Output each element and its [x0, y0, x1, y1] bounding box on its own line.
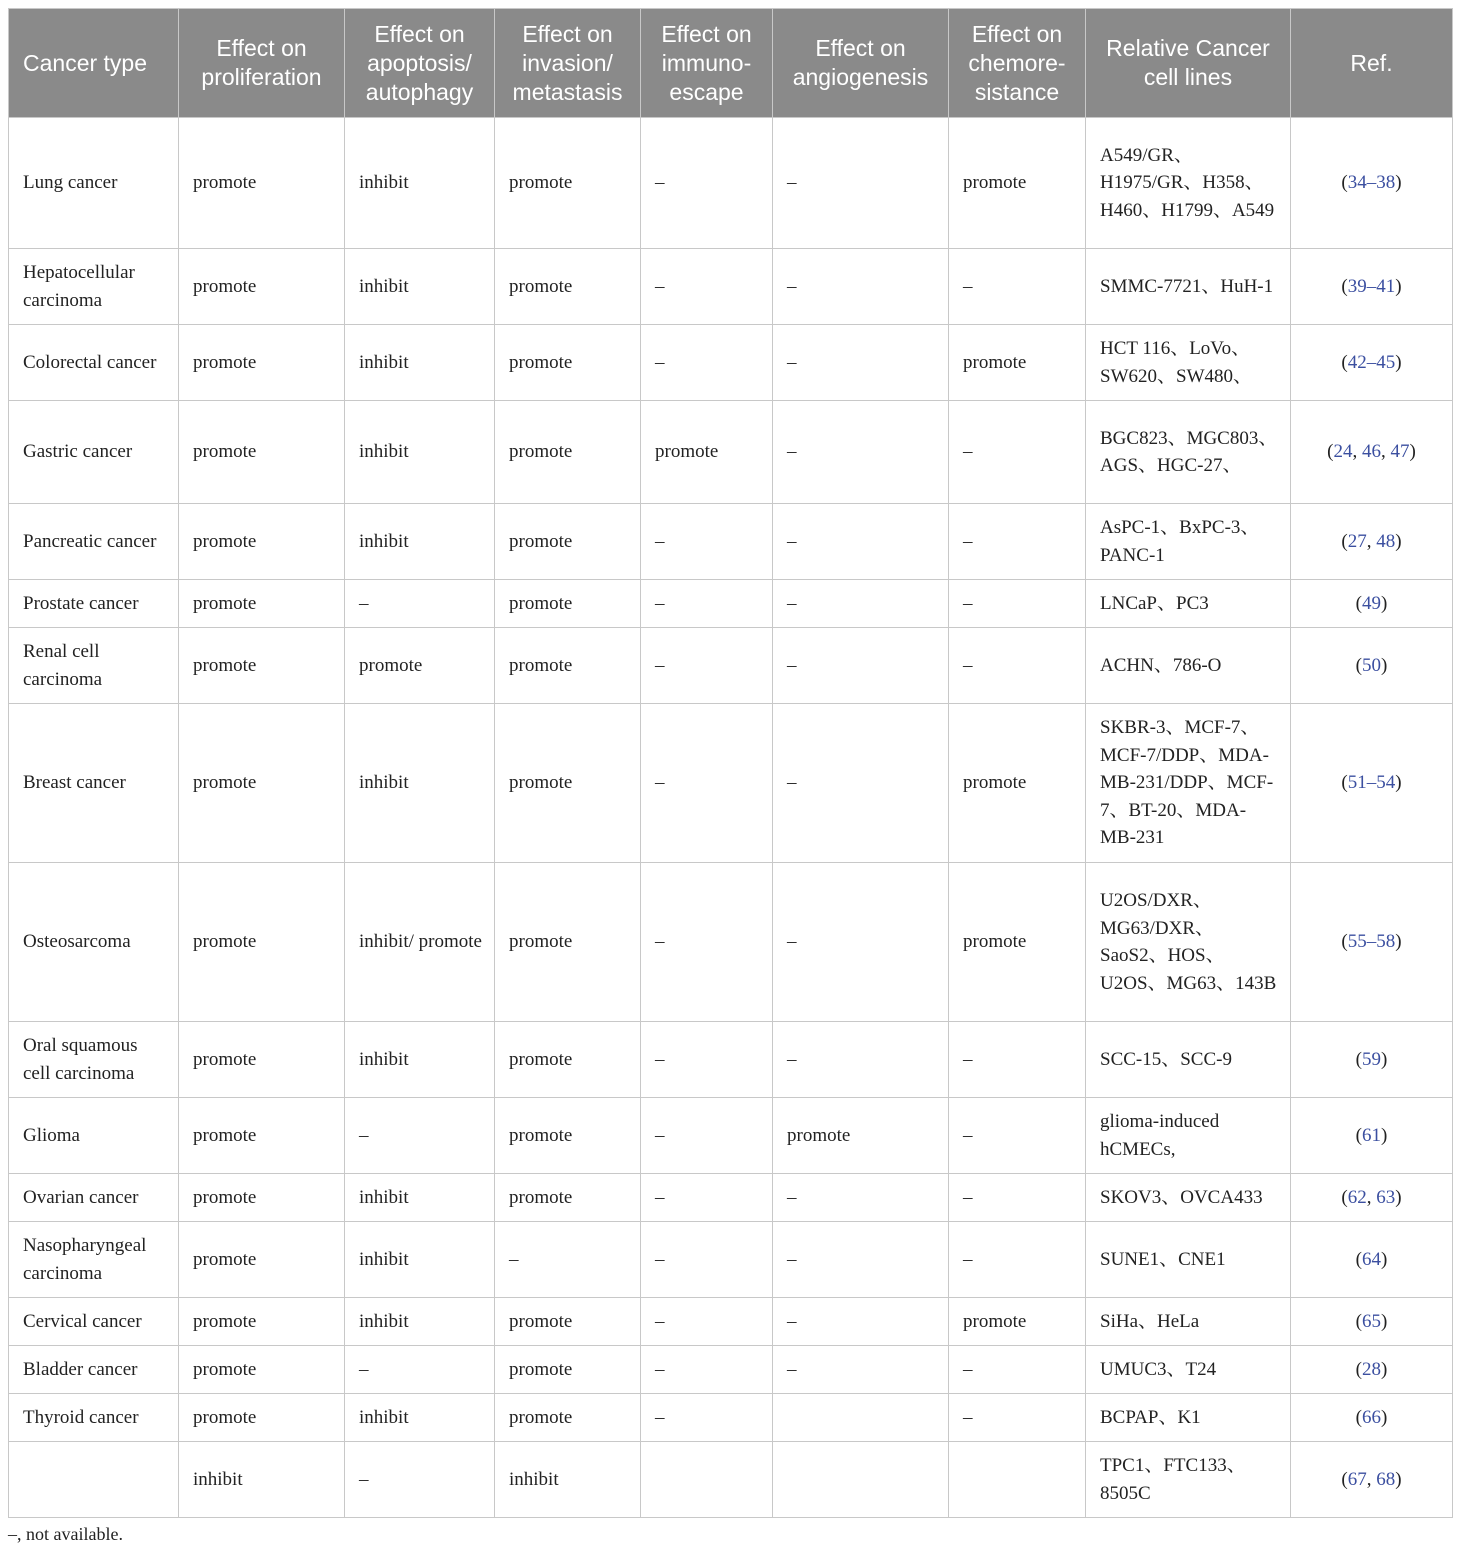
cell-chemoresistance: – — [949, 249, 1086, 325]
reference-link[interactable]: 46 — [1362, 441, 1381, 463]
reference-link[interactable]: 28 — [1362, 1358, 1381, 1380]
cell-cell-lines: UMUC3、T24 — [1086, 1346, 1291, 1394]
cell-ref: (67, 68) — [1291, 1442, 1453, 1518]
cell-cancer-type: Colorectal cancer — [9, 325, 179, 401]
cell-cell-lines: glioma-induced hCMECs, — [1086, 1098, 1291, 1174]
cell-apoptosis: inhibit — [345, 1298, 495, 1346]
cell-proliferation: promote — [179, 863, 345, 1022]
cell-immuno-escape: – — [641, 118, 773, 249]
cell-cell-lines: SUNE1、CNE1 — [1086, 1222, 1291, 1298]
cell-immuno-escape — [641, 1442, 773, 1518]
cell-invasion: promote — [495, 1098, 641, 1174]
cell-invasion: promote — [495, 1346, 641, 1394]
ref-close-paren: ) — [1395, 172, 1402, 194]
ref-open-paren: ( — [1355, 1124, 1362, 1146]
reference-link[interactable]: 49 — [1362, 592, 1381, 614]
ref-open-paren: ( — [1355, 1310, 1362, 1332]
header-cell-lines: Relative Cancer cell lines — [1086, 9, 1291, 118]
cell-angiogenesis: – — [773, 1222, 949, 1298]
cell-cell-lines: A549/GR、H1975/GR、H358、H460、H1799、A549 — [1086, 118, 1291, 249]
ref-open-paren: ( — [1341, 1186, 1348, 1208]
reference-link[interactable]: 59 — [1362, 1048, 1381, 1070]
header-immuno-escape: Effect on immuno-escape — [641, 9, 773, 118]
cell-ref — [1291, 580, 1453, 628]
cell-apoptosis: inhibit — [345, 1022, 495, 1098]
header-angiogenesis: Effect on angiogenesis — [773, 9, 949, 118]
cell-immuno-escape: – — [641, 628, 773, 704]
table-body — [9, 118, 1453, 1518]
cell-invasion: – — [495, 1222, 641, 1298]
cell-proliferation: promote — [179, 118, 345, 249]
ref-close-paren: ) — [1381, 592, 1388, 614]
cell-apoptosis: – — [345, 1346, 495, 1394]
cell-angiogenesis: – — [773, 1298, 949, 1346]
table-row — [9, 118, 1453, 249]
ref-open-paren: ( — [1327, 441, 1334, 463]
cell-ref — [1291, 325, 1453, 401]
cell-apoptosis: promote — [345, 628, 495, 704]
cell-ref: (24, 46, 47) — [1291, 401, 1453, 504]
cell-angiogenesis: – — [773, 580, 949, 628]
ref-open-paren: ( — [1355, 592, 1362, 614]
cell-chemoresistance: promote — [949, 118, 1086, 249]
cell-proliferation: promote — [179, 401, 345, 504]
reference-link[interactable]: 48 — [1376, 530, 1396, 552]
ref-close-paren: ) — [1395, 351, 1402, 373]
cell-invasion: promote — [495, 1298, 641, 1346]
reference-link[interactable]: 62 — [1347, 1186, 1367, 1208]
cell-proliferation: promote — [179, 1394, 345, 1442]
cell-proliferation: promote — [179, 325, 345, 401]
table-container — [8, 8, 1452, 1518]
cell-apoptosis: inhibit — [345, 1222, 495, 1298]
cell-cell-lines: SKBR-3、MCF-7、MCF-7/DDP、MDA-MB-231/DDP、MCF-7、BT-20、MDA-MB-231 — [1086, 704, 1291, 863]
cancer-effects-table — [8, 8, 1453, 1518]
reference-link[interactable]: 51–54 — [1347, 772, 1396, 794]
header-invasion: Effect on invasion/ metastasis — [495, 9, 641, 118]
table-row — [9, 1394, 1453, 1442]
ref-open-paren: ( — [1355, 1358, 1362, 1380]
reference-link[interactable]: 42–45 — [1347, 351, 1396, 373]
reference-link[interactable]: 63 — [1376, 1186, 1396, 1208]
cell-invasion: promote — [495, 504, 641, 580]
cell-immuno-escape: – — [641, 863, 773, 1022]
cell-angiogenesis: – — [773, 704, 949, 863]
ref-open-paren: ( — [1355, 1248, 1362, 1270]
cell-angiogenesis: – — [773, 118, 949, 249]
table-row — [9, 863, 1453, 1022]
ref-open-paren: ( — [1341, 1468, 1348, 1490]
cell-immuno-escape: – — [641, 504, 773, 580]
table-row — [9, 249, 1453, 325]
cell-immuno-escape: – — [641, 1394, 773, 1442]
cell-apoptosis: – — [345, 1098, 495, 1174]
cell-angiogenesis: – — [773, 504, 949, 580]
cell-ref — [1291, 1098, 1453, 1174]
cell-cancer-type: Gastric cancer — [9, 401, 179, 504]
cell-proliferation: promote — [179, 704, 345, 863]
cell-apoptosis: inhibit/ promote — [345, 863, 495, 1022]
cell-ref — [1291, 863, 1453, 1022]
cell-angiogenesis: – — [773, 325, 949, 401]
ref-close-paren: ) — [1381, 1048, 1388, 1070]
cell-proliferation: promote — [179, 1298, 345, 1346]
ref-open-paren: ( — [1341, 351, 1348, 373]
ref-close-paren: ) — [1381, 1248, 1388, 1270]
cell-chemoresistance: – — [949, 401, 1086, 504]
cell-chemoresistance: promote — [949, 704, 1086, 863]
cell-immuno-escape: – — [641, 1022, 773, 1098]
ref-close-paren: ) — [1381, 1124, 1388, 1146]
cell-cancer-type: Glioma — [9, 1098, 179, 1174]
cell-apoptosis: inhibit — [345, 118, 495, 249]
ref-open-paren: ( — [1341, 172, 1348, 194]
cell-invasion: promote — [495, 401, 641, 504]
cell-ref — [1291, 1346, 1453, 1394]
cell-immuno-escape: – — [641, 1298, 773, 1346]
cell-ref — [1291, 628, 1453, 704]
cell-cell-lines: SMMC-7721、HuH-1 — [1086, 249, 1291, 325]
cell-chemoresistance: – — [949, 628, 1086, 704]
cell-cancer-type: Nasopharyngeal carcinoma — [9, 1222, 179, 1298]
table-row — [9, 628, 1453, 704]
reference-link[interactable]: 61 — [1362, 1124, 1381, 1146]
table-row — [9, 1098, 1453, 1174]
ref-open-paren: ( — [1341, 275, 1348, 297]
cell-ref: (27, 48) — [1291, 504, 1453, 580]
header-proliferation: Effect on proliferation — [179, 9, 345, 118]
table-row — [9, 1346, 1453, 1394]
cell-cancer-type: Hepatocellular carcinoma — [9, 249, 179, 325]
cell-immuno-escape: – — [641, 1174, 773, 1222]
reference-link[interactable]: 64 — [1362, 1248, 1381, 1270]
cell-angiogenesis: – — [773, 1174, 949, 1222]
ref-close-paren: ) — [1381, 1358, 1388, 1380]
header-apoptosis: Effect on apoptosis/ autophagy — [345, 9, 495, 118]
cell-cancer-type: Osteosarcoma — [9, 863, 179, 1022]
ref-open-paren: ( — [1355, 1406, 1362, 1428]
cell-apoptosis: inhibit — [345, 704, 495, 863]
ref-open-paren: ( — [1355, 654, 1362, 676]
ref-open-paren: ( — [1341, 931, 1348, 953]
cell-apoptosis: inhibit — [345, 1174, 495, 1222]
cell-apoptosis: inhibit — [345, 504, 495, 580]
cell-cancer-type — [9, 1442, 179, 1518]
cell-immuno-escape: – — [641, 249, 773, 325]
cell-cancer-type: Prostate cancer — [9, 580, 179, 628]
cell-angiogenesis — [773, 1394, 949, 1442]
cell-cell-lines: BCPAP、K1 — [1086, 1394, 1291, 1442]
ref-close-paren: ) — [1395, 530, 1402, 552]
cell-proliferation: promote — [179, 628, 345, 704]
cell-apoptosis: inhibit — [345, 249, 495, 325]
reference-link[interactable]: 34–38 — [1347, 172, 1396, 194]
table-row — [9, 580, 1453, 628]
table-row — [9, 325, 1453, 401]
cell-angiogenesis: – — [773, 1346, 949, 1394]
reference-link[interactable]: 24 — [1333, 441, 1353, 463]
reference-link[interactable]: 55–58 — [1347, 931, 1396, 953]
cell-cancer-type: Cervical cancer — [9, 1298, 179, 1346]
cell-angiogenesis: promote — [773, 1098, 949, 1174]
cell-cell-lines: AsPC-1、BxPC-3、PANC-1 — [1086, 504, 1291, 580]
cell-immuno-escape: – — [641, 704, 773, 863]
cell-chemoresistance: – — [949, 1022, 1086, 1098]
header-chemoresistance: Effect on chemore-sistance — [949, 9, 1086, 118]
ref-close-paren: ) — [1395, 275, 1402, 297]
cell-invasion: inhibit — [495, 1442, 641, 1518]
table-row — [9, 1022, 1453, 1098]
cell-cell-lines: TPC1、FTC133、8505C — [1086, 1442, 1291, 1518]
cell-immuno-escape: promote — [641, 401, 773, 504]
cell-cell-lines: SCC-15、SCC-9 — [1086, 1022, 1291, 1098]
cell-invasion: promote — [495, 1174, 641, 1222]
cell-ref — [1291, 1394, 1453, 1442]
cell-chemoresistance: – — [949, 1174, 1086, 1222]
cell-ref — [1291, 1222, 1453, 1298]
cell-cancer-type: Renal cell carcinoma — [9, 628, 179, 704]
cell-immuno-escape: – — [641, 1346, 773, 1394]
cell-chemoresistance: – — [949, 1222, 1086, 1298]
table-row — [9, 704, 1453, 863]
cell-cancer-type: Breast cancer — [9, 704, 179, 863]
reference-link[interactable]: 67 — [1347, 1468, 1367, 1490]
cell-ref — [1291, 249, 1453, 325]
ref-close-paren: ) — [1409, 441, 1416, 463]
cell-invasion: promote — [495, 325, 641, 401]
cell-angiogenesis: – — [773, 249, 949, 325]
cell-proliferation: promote — [179, 1346, 345, 1394]
table-row — [9, 401, 1453, 504]
cell-cancer-type: Oral squamous cell carcinoma — [9, 1022, 179, 1098]
cell-proliferation: promote — [179, 1098, 345, 1174]
cell-chemoresistance: – — [949, 1394, 1086, 1442]
cell-angiogenesis: – — [773, 1022, 949, 1098]
cell-invasion: promote — [495, 1394, 641, 1442]
ref-close-paren: ) — [1381, 654, 1388, 676]
reference-link[interactable]: 68 — [1376, 1468, 1396, 1490]
cell-proliferation: promote — [179, 1022, 345, 1098]
cell-invasion: promote — [495, 704, 641, 863]
cell-apoptosis: – — [345, 580, 495, 628]
cell-proliferation: promote — [179, 504, 345, 580]
cell-cell-lines: BGC823、MGC803、AGS、HGC-27、 — [1086, 401, 1291, 504]
cell-angiogenesis: – — [773, 863, 949, 1022]
cell-apoptosis: – — [345, 1442, 495, 1518]
ref-close-paren: ) — [1381, 1406, 1388, 1428]
cell-proliferation: promote — [179, 580, 345, 628]
cell-invasion: promote — [495, 118, 641, 249]
cell-chemoresistance: – — [949, 504, 1086, 580]
cell-cell-lines: SiHa、HeLa — [1086, 1298, 1291, 1346]
cell-apoptosis: inhibit — [345, 401, 495, 504]
ref-close-paren: ) — [1395, 772, 1402, 794]
cell-cancer-type: Lung cancer — [9, 118, 179, 249]
cell-apoptosis: inhibit — [345, 325, 495, 401]
cell-angiogenesis — [773, 1442, 949, 1518]
cell-immuno-escape: – — [641, 1222, 773, 1298]
reference-link[interactable]: 50 — [1362, 654, 1381, 676]
cell-apoptosis: inhibit — [345, 1394, 495, 1442]
cell-proliferation: promote — [179, 1174, 345, 1222]
cell-cell-lines: ACHN、786-O — [1086, 628, 1291, 704]
header-row — [9, 9, 1453, 118]
cell-cell-lines: U2OS/DXR、MG63/DXR、SaoS2、HOS、U2OS、MG63、143B — [1086, 863, 1291, 1022]
cell-invasion: promote — [495, 628, 641, 704]
cell-chemoresistance: promote — [949, 863, 1086, 1022]
reference-link[interactable]: 47 — [1390, 441, 1410, 463]
cell-invasion: promote — [495, 249, 641, 325]
cell-ref: (62, 63) — [1291, 1174, 1453, 1222]
table-header — [9, 9, 1453, 118]
reference-link[interactable]: 66 — [1362, 1406, 1381, 1428]
table-row — [9, 1174, 1453, 1222]
reference-link[interactable]: 65 — [1362, 1310, 1381, 1332]
cell-cell-lines: LNCaP、PC3 — [1086, 580, 1291, 628]
cell-invasion: promote — [495, 1022, 641, 1098]
reference-link[interactable]: 27 — [1347, 530, 1367, 552]
cell-proliferation: promote — [179, 249, 345, 325]
cell-ref — [1291, 1022, 1453, 1098]
cell-invasion: promote — [495, 580, 641, 628]
ref-close-paren: ) — [1381, 1310, 1388, 1332]
table-row — [9, 1222, 1453, 1298]
ref-open-paren: ( — [1341, 772, 1348, 794]
cell-ref — [1291, 1298, 1453, 1346]
cell-cancer-type: Thyroid cancer — [9, 1394, 179, 1442]
cell-proliferation: inhibit — [179, 1442, 345, 1518]
cell-cell-lines: HCT 116、LoVo、SW620、SW480、 — [1086, 325, 1291, 401]
ref-open-paren: ( — [1341, 530, 1348, 552]
cell-invasion: promote — [495, 863, 641, 1022]
cell-proliferation: promote — [179, 1222, 345, 1298]
cell-angiogenesis: – — [773, 401, 949, 504]
ref-close-paren: ) — [1395, 931, 1402, 953]
cell-chemoresistance: – — [949, 1098, 1086, 1174]
table-footnote: –, not available. — [8, 1524, 123, 1544]
ref-close-paren: ) — [1395, 1468, 1402, 1490]
cell-chemoresistance: promote — [949, 1298, 1086, 1346]
cell-ref — [1291, 704, 1453, 863]
ref-open-paren: ( — [1355, 1048, 1362, 1070]
header-cancer-type: Cancer type — [9, 9, 179, 118]
cell-cancer-type: Ovarian cancer — [9, 1174, 179, 1222]
ref-close-paren: ) — [1395, 1186, 1402, 1208]
cell-chemoresistance: – — [949, 1346, 1086, 1394]
cell-chemoresistance: – — [949, 580, 1086, 628]
cell-cell-lines: SKOV3、OVCA433 — [1086, 1174, 1291, 1222]
table-row — [9, 1442, 1453, 1518]
cell-cancer-type: Bladder cancer — [9, 1346, 179, 1394]
table-row — [9, 1298, 1453, 1346]
cell-immuno-escape: – — [641, 325, 773, 401]
cell-chemoresistance: promote — [949, 325, 1086, 401]
table-row — [9, 504, 1453, 580]
cell-chemoresistance — [949, 1442, 1086, 1518]
cell-immuno-escape: – — [641, 1098, 773, 1174]
cell-angiogenesis: – — [773, 628, 949, 704]
header-ref: Ref. — [1291, 9, 1453, 118]
reference-link[interactable]: 39–41 — [1347, 275, 1396, 297]
cell-cancer-type: Pancreatic cancer — [9, 504, 179, 580]
cell-ref — [1291, 118, 1453, 249]
cell-immuno-escape: – — [641, 580, 773, 628]
